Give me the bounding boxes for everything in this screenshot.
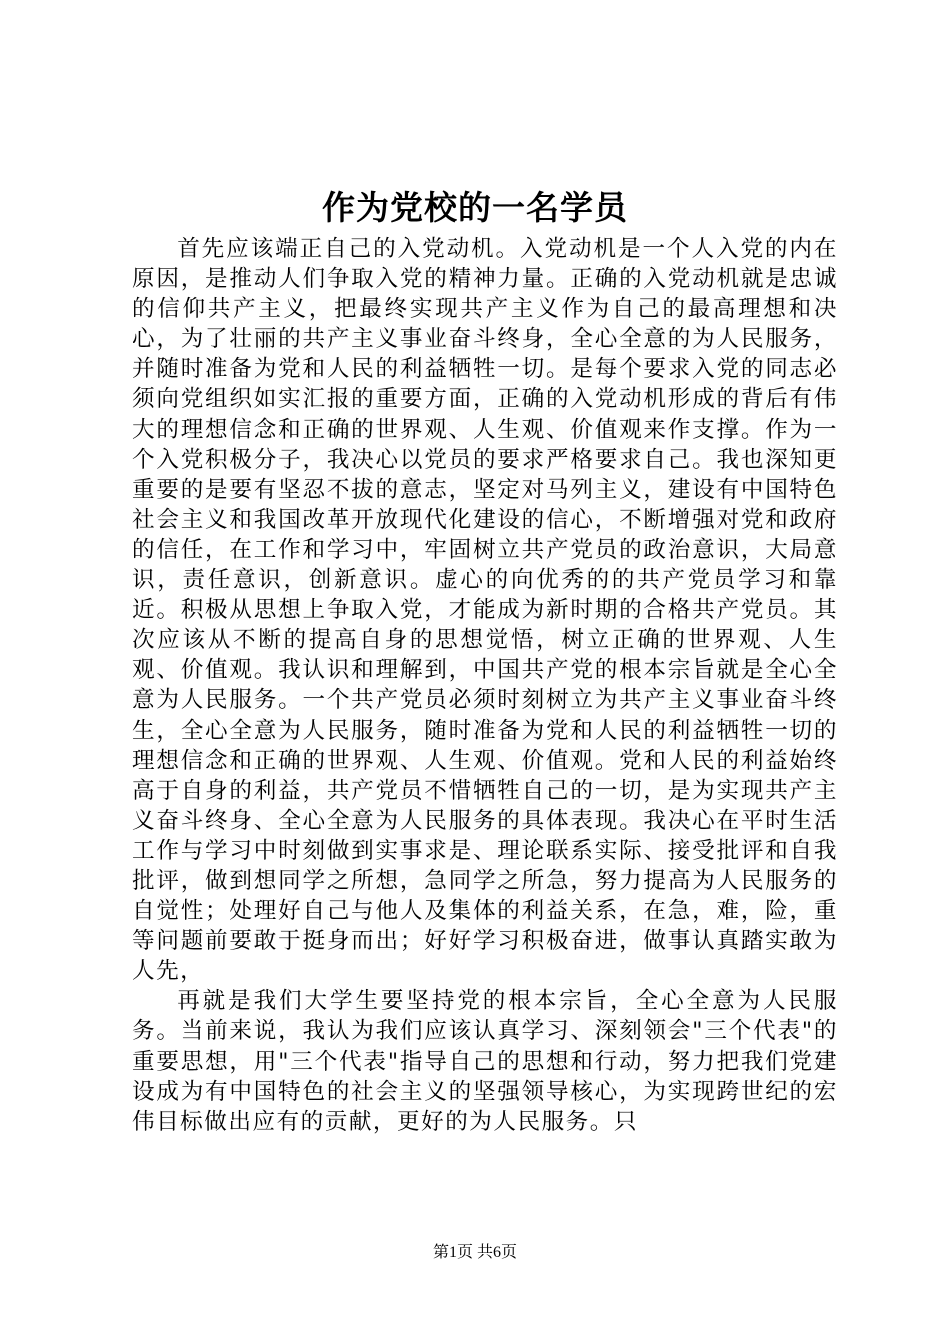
document-title: 作为党校的一名学员	[322, 188, 628, 227]
page-footer: 第1页 共6页	[432, 1244, 517, 1261]
document-body	[132, 234, 838, 1137]
paragraph-2: 再就是我们大学生要坚持党的根本宗旨，全心全意为人民服务。当前来说，我认为我们应该认真学习、深刻领会"三个代表"的重要思想，用"三个代表"指导自己的思想和行动，努力把我们党建设成为有中国特色的社会主义的坚强领导核心，为实现跨世纪的宏伟目标做出应有的贡献，更好的为人民服务。只	[132, 988, 838, 1135]
paragraph-1: 首先应该端正自己的入党动机。入党动机是一个人入党的内在原因，是推动人们争取入党的精神力量。正确的入党动机就是忠诚的信仰共产主义，把最终实现共产主义作为自己的最高理想和决心，为了壮丽的共产主义事业奋斗终身，全心全意的为人民服务，并随时准备为党和人民的利益牺牲一切。是每个要求入党的同志必须向党组织如实汇报的重要方面，正确的入党动机形成的背后有伟大的理想信念和正确的世界观、人生观、价值观来作支撑。作为一个入党积极分子，我决心以党员的要求严格要求自己。我也深知更重要的是要有坚忍不拔的意志，坚定对马列主义，建设有中国特色社会主义和我国改革开放现代化建设的信心，不断增强对党和政府的信任，在工作和学习中，牢固树立共产党员的政治意识，大局意识，责任意识，创新意识。虚心的向优秀的的共产党员学习和靠近。积极从思想上争取入党，才能成为新时期的合格共产党员。其次应该从不断的提高自身的思想觉悟，树立正确的世界观、人生观、价值观。我认识和理解到，中国共产党的根本宗旨就是全心全意为人民服务。一个共产党员必须时刻树立为共产主义事业奋斗终生，全心全意为人民服务，随时准备为党和人民的利益牺牲一切的理想信念和正确的世界观、人生观、价值观。党和人民的利益始终高于自身的利益，共产党员不惜牺牲自己的一切，是为实现共产主义奋斗终身、全心全意为人民服务的具体表现。我决心在平时生活工作与学习中时刻做到实事求是、理论联系实际、接受批评和自我批评，做到想同学之所想，急同学之所急，努力提高为人民服务的自觉性；处理好自己与他人及集体的利益关系，在急，难，险，重等问题前要敢于挺身而出；好好学习积极奋进，做事认真踏实敢为人先，	[132, 236, 838, 985]
